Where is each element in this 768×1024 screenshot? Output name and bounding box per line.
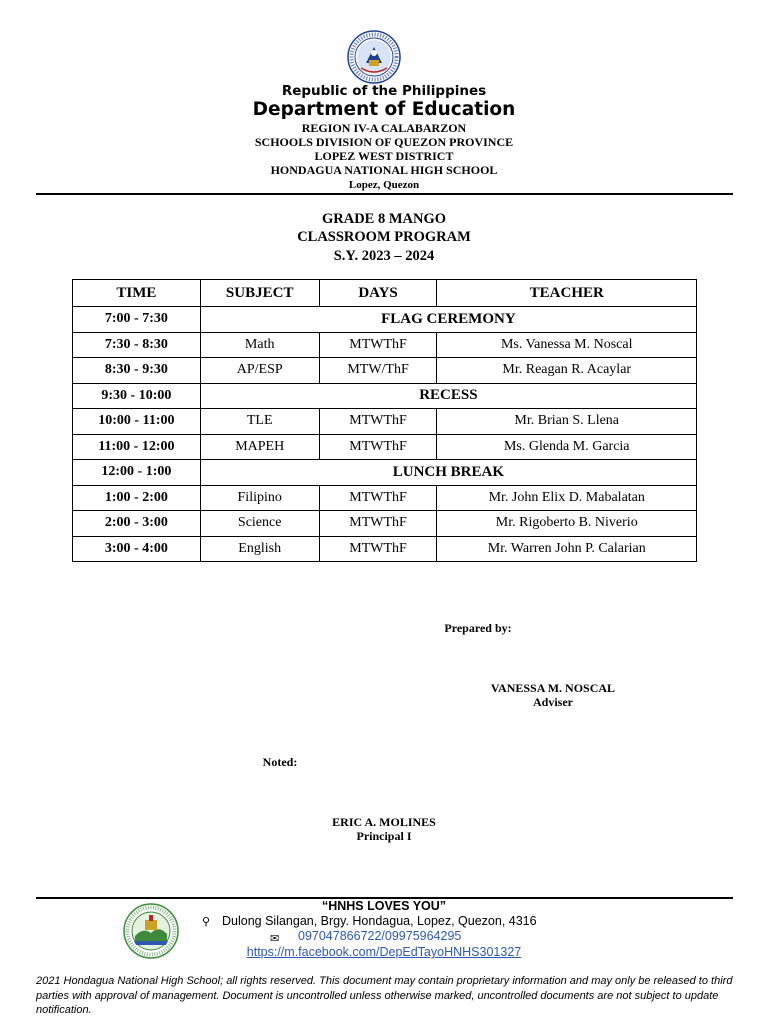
disclaimer-text: 2021 Hondagua National High School; all rights reserved. This document may contain proprietary information and may only be released to third parties with approval of management. Document is uncontrolled unless otherwise marked, uncontrolled documents are not subject to update notification. bbox=[36, 975, 733, 1016]
time-cell: 8:30 - 9:30 bbox=[73, 358, 201, 384]
school-motto: “HNHS LOVES YOU” bbox=[321, 899, 447, 913]
teacher-cell: Ms. Glenda M. Garcia bbox=[437, 434, 697, 460]
header-divider bbox=[36, 193, 733, 195]
time-cell: 3:00 - 4:00 bbox=[73, 536, 201, 562]
region-name: REGION IV-A CALABARZON bbox=[301, 121, 467, 135]
subject-cell: Science bbox=[200, 511, 319, 537]
country-name: Republic of the Philippines bbox=[281, 83, 487, 99]
school-name: HONDAGUA NATIONAL HIGH SCHOOL bbox=[270, 163, 498, 177]
time-cell: 12:00 - 1:00 bbox=[73, 460, 201, 486]
address-row bbox=[200, 914, 600, 928]
time-cell: 7:00 - 7:30 bbox=[73, 307, 201, 333]
days-cell: MTWThF bbox=[319, 511, 437, 537]
division-name: SCHOOLS DIVISION OF QUEZON PROVINCE bbox=[254, 135, 514, 149]
table-row bbox=[73, 485, 697, 511]
days-cell: MTW/ThF bbox=[319, 358, 437, 384]
header-teacher: TEACHER bbox=[437, 280, 697, 307]
table-row bbox=[73, 434, 697, 460]
table-row bbox=[73, 332, 697, 358]
subject-cell: AP/ESP bbox=[200, 358, 319, 384]
header-subject: SUBJECT bbox=[200, 280, 319, 307]
table-row bbox=[73, 383, 697, 409]
adviser-name: VANESSA M. NOSCAL bbox=[490, 681, 616, 695]
principal-name: ERIC A. MOLINES bbox=[332, 815, 436, 829]
days-cell: MTWThF bbox=[319, 332, 437, 358]
time-cell: 7:30 - 8:30 bbox=[73, 332, 201, 358]
table-header-row bbox=[73, 280, 697, 307]
section-title: GRADE 8 MANGO bbox=[321, 211, 447, 227]
schedule-table bbox=[72, 279, 697, 562]
teacher-cell: Mr. Rigoberto B. Niverio bbox=[437, 511, 697, 537]
subject-cell: Math bbox=[200, 332, 319, 358]
school-year: S.Y. 2023 – 2024 bbox=[333, 248, 435, 264]
header-days: DAYS bbox=[319, 280, 437, 307]
map-pin-icon: ⚲ bbox=[201, 916, 211, 928]
time-cell: 2:00 - 3:00 bbox=[73, 511, 201, 537]
subject-cell: MAPEH bbox=[200, 434, 319, 460]
facebook-link[interactable]: https://m.facebook.com/DepEdTayoHNHS301327 bbox=[246, 945, 522, 959]
header-time: TIME bbox=[73, 280, 201, 307]
document-title: CLASSROOM PROGRAM bbox=[297, 229, 471, 245]
table-row bbox=[73, 536, 697, 562]
teacher-cell: Mr. Warren John P. Calarian bbox=[437, 536, 697, 562]
days-cell: MTWThF bbox=[319, 485, 437, 511]
days-cell: MTWThF bbox=[319, 434, 437, 460]
teacher-cell: Mr. John Elix D. Mabalatan bbox=[437, 485, 697, 511]
table-row bbox=[73, 358, 697, 384]
days-cell: MTWThF bbox=[319, 409, 437, 435]
prepared-by-label: Prepared by: bbox=[444, 621, 512, 635]
table-row bbox=[73, 511, 697, 537]
time-cell: 10:00 - 11:00 bbox=[73, 409, 201, 435]
contact-row bbox=[270, 929, 570, 945]
school-location: Lopez, Quezon bbox=[348, 179, 420, 191]
facebook-link-row bbox=[0, 945, 768, 959]
table-row bbox=[73, 307, 697, 333]
subject-cell: Filipino bbox=[200, 485, 319, 511]
district-name: LOPEZ WEST DISTRICT bbox=[314, 149, 454, 163]
deped-seal-logo bbox=[347, 30, 401, 84]
school-address: Dulong Silangan, Brgy. Hondagua, Lopez, Quezon, 4316 bbox=[222, 914, 537, 928]
noted-by-label: Noted: bbox=[262, 755, 298, 769]
envelope-icon: ✉ bbox=[270, 933, 280, 945]
department-name: Department of Education bbox=[252, 99, 516, 120]
time-cell: 11:00 - 12:00 bbox=[73, 434, 201, 460]
adviser-signature bbox=[453, 681, 653, 709]
time-cell: 1:00 - 2:00 bbox=[73, 485, 201, 511]
activity-cell: LUNCH BREAK bbox=[200, 460, 696, 486]
teacher-cell: Ms. Vanessa M. Noscal bbox=[437, 332, 697, 358]
days-cell: MTWThF bbox=[319, 536, 437, 562]
teacher-cell: Mr. Brian S. Llena bbox=[437, 409, 697, 435]
table-row bbox=[73, 460, 697, 486]
principal-title: Principal I bbox=[356, 829, 412, 843]
adviser-title: Adviser bbox=[533, 695, 573, 709]
principal-signature bbox=[284, 815, 484, 843]
activity-cell: FLAG CEREMONY bbox=[200, 307, 696, 333]
time-cell: 9:30 - 10:00 bbox=[73, 383, 201, 409]
teacher-cell: Mr. Reagan R. Acaylar bbox=[437, 358, 697, 384]
activity-cell: RECESS bbox=[200, 383, 696, 409]
phone-numbers: 097047866722/09975964295 bbox=[298, 929, 462, 943]
subject-cell: English bbox=[200, 536, 319, 562]
subject-cell: TLE bbox=[200, 409, 319, 435]
table-row bbox=[73, 409, 697, 435]
